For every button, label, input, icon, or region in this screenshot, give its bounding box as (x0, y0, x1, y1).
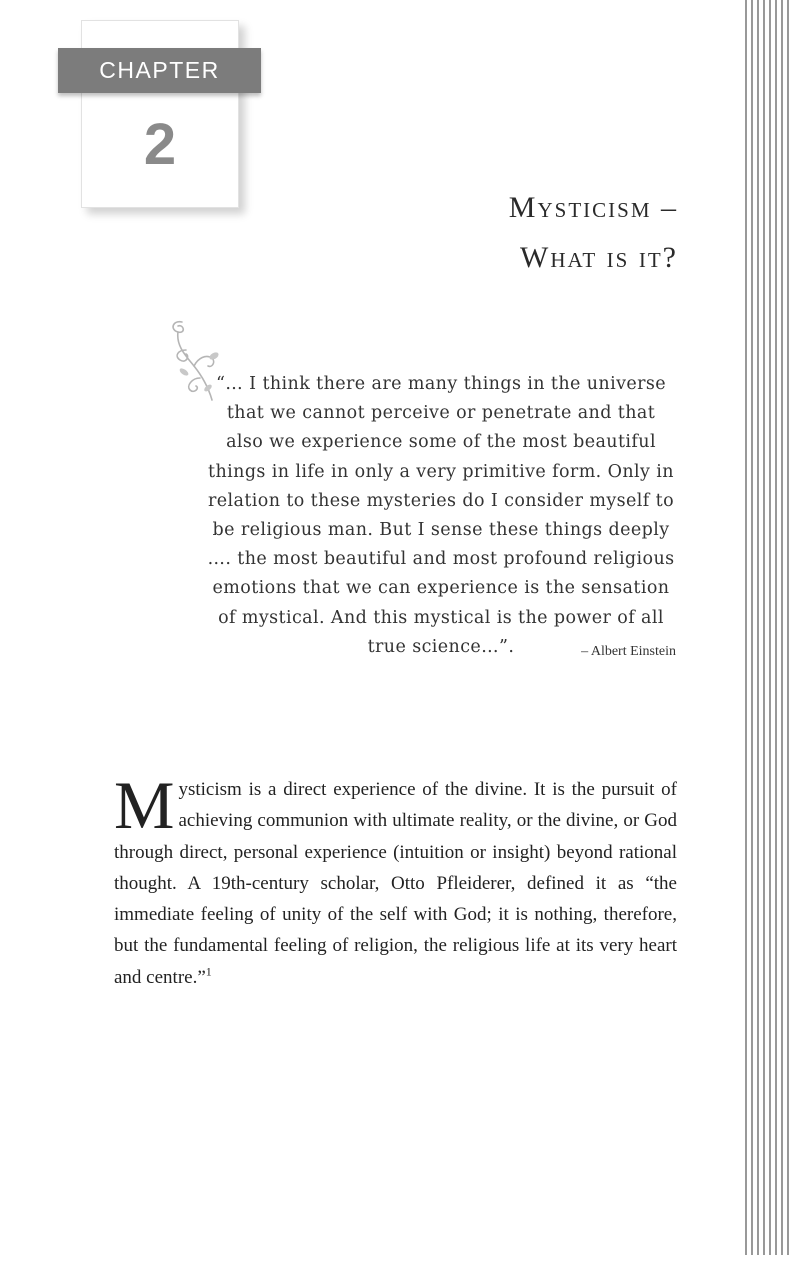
footnote-reference: 1 (205, 964, 212, 979)
chapter-title-line-1: Mysticism – (508, 191, 678, 224)
epigraph-quote: “… I think there are many things in the universe that we cannot perceive or penetrate and that also we experience some of the most beautiful things in life in only a very primitive form. Only in relation to these mysteries do I consider myself to be religious man. But I sense these things deeply …. the most beautiful and most profound religious emotions that we can experience is the sensation of mystical. And this mystical is the power of all true science…”. (207, 374, 675, 657)
chapter-number: 2 (143, 112, 177, 177)
quote-attribution: – Albert Einstein (581, 644, 676, 659)
drop-cap: M (114, 767, 175, 843)
body-text: ysticism is a direct experience of the divine. It is the pursuit of achieving communion with ultimate reality, or the divine, or God through direct, personal experience (intuition or insight) beyond rational thought. A 19th-century scholar, Otto Pfleiderer, defined it as “the immediate feeling of unity of the self with God; it is nothing, therefore, but the fundamental feeling of religion, the religious life at its very heart and centre.” (114, 779, 677, 988)
chapter-label: CHAPTER (58, 48, 261, 93)
chapter-title (278, 183, 678, 283)
page-edge-lines (742, 0, 794, 1255)
body-paragraph (114, 767, 677, 993)
chapter-title-line-2: What is it? (520, 241, 678, 274)
